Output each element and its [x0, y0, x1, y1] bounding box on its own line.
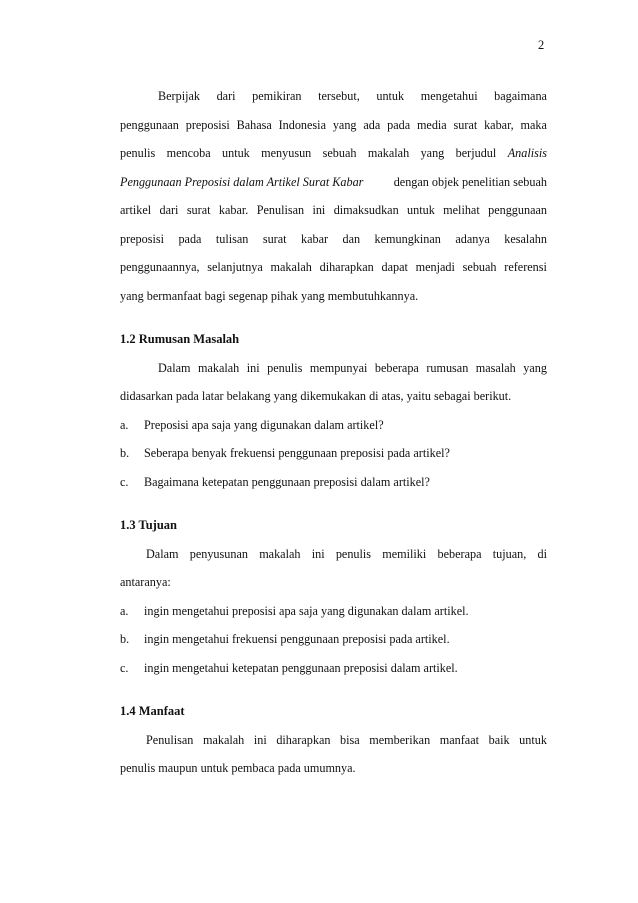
- word: menjadi: [415, 260, 455, 274]
- last-line-text: yang bermanfaat bagi segenap pihak yang membutuhkannya.: [120, 288, 419, 303]
- word: tujuan,: [492, 546, 527, 561]
- word: Bahasa: [236, 117, 272, 132]
- word: mengetahui: [420, 89, 478, 103]
- word: rumusan: [426, 360, 469, 375]
- word: selanjutnya: [207, 260, 263, 274]
- paper-title-italic: Penggunaan Preposisi dalam Artikel Surat Kabar: [120, 174, 364, 189]
- word: kemungkinan: [374, 231, 441, 246]
- word: surat: [453, 117, 478, 132]
- word: adanya: [455, 231, 490, 246]
- section-heading: 1.2 Rumusan Masalah: [120, 332, 240, 346]
- paragraph-line: [120, 253, 547, 282]
- paragraph-line: [120, 568, 547, 597]
- word: ini: [311, 546, 325, 561]
- word: sebuah: [322, 146, 357, 160]
- word: ini: [253, 732, 267, 747]
- paragraph-line: [120, 726, 547, 755]
- word: preposisi: [185, 117, 230, 132]
- word: makalah: [367, 146, 410, 160]
- word: Indonesia: [278, 117, 326, 132]
- list-item-text: ingin mengetahui preposisi apa saja yang digunakan dalam artikel.: [144, 603, 469, 618]
- word: Dalam: [158, 360, 191, 375]
- word: untuk: [407, 203, 435, 217]
- list-item: [120, 468, 547, 497]
- word: artikel: [120, 203, 152, 217]
- word: pemikiran: [252, 89, 302, 103]
- word: penulis: [335, 546, 372, 561]
- paragraph-line: [120, 354, 547, 383]
- word: mencoba: [166, 146, 211, 160]
- word: Dalam: [146, 546, 179, 561]
- word: tulisan: [215, 231, 249, 246]
- word: kabar.: [218, 203, 249, 217]
- word: makalah: [270, 260, 312, 274]
- word: diharapkan: [276, 732, 331, 747]
- list-item: [120, 625, 547, 654]
- word: preposisi: [120, 231, 165, 246]
- word: penulis: [120, 146, 156, 160]
- paragraph-line: [120, 540, 547, 569]
- word: media: [416, 117, 447, 132]
- word: surat: [186, 203, 211, 217]
- word: surat: [262, 231, 287, 246]
- word: melihat: [443, 203, 480, 217]
- list-marker: b.: [120, 632, 130, 646]
- list-item-text: Bagaimana ketepatan penggunaan preposisi dalam artikel?: [144, 474, 430, 489]
- document-body: [120, 82, 547, 783]
- word: pada: [387, 117, 411, 132]
- paragraph-text: didasarkan pada latar belakang yang dikemukakan di atas, yaitu sebagai berikut.: [120, 389, 512, 403]
- word: untuk: [376, 89, 405, 103]
- list-item-text: Preposisi apa saja yang digunakan dalam artikel?: [144, 417, 384, 432]
- list-item-text: ingin mengetahui frekuensi penggunaan preposisi pada artikel.: [144, 632, 450, 646]
- word: memiliki: [382, 546, 427, 561]
- paragraph-line: [120, 225, 547, 254]
- word: yang: [420, 146, 445, 160]
- paragraph-text: antaranya:: [120, 575, 171, 589]
- word: beberapa: [437, 546, 482, 561]
- intro-paragraph: [120, 82, 547, 310]
- section-manfaat: [120, 697, 547, 783]
- word-group: dengan objek penelitian sebuah: [393, 174, 547, 189]
- word: ada: [363, 117, 381, 132]
- list-marker: b.: [120, 446, 130, 460]
- paragraph-text: penulis maupun untuk pembaca pada umumnya.: [120, 761, 356, 775]
- word: mempunyai: [309, 360, 368, 375]
- word: kabar: [300, 231, 329, 246]
- section-rumusan-masalah: [120, 325, 547, 496]
- word: bisa: [340, 732, 360, 747]
- paragraph-line: [120, 196, 547, 225]
- paragraph-line: [120, 168, 547, 197]
- paragraph-line: [120, 282, 547, 311]
- word: manfaat: [439, 732, 480, 747]
- word: di: [537, 546, 547, 561]
- word: makalah: [259, 546, 301, 561]
- word: menyusun: [261, 146, 312, 160]
- word: berjudul: [455, 146, 497, 160]
- list-item-text: Seberapa benyak frekuensi penggunaan preposisi pada artikel?: [144, 446, 450, 460]
- word: ini: [246, 360, 260, 375]
- word: penulis: [267, 360, 303, 375]
- word: diharapkan: [319, 260, 374, 274]
- list-item: [120, 411, 547, 440]
- word: dari: [159, 203, 179, 217]
- section-tujuan: [120, 511, 547, 682]
- word: dan: [342, 231, 361, 246]
- word: makalah: [197, 360, 240, 375]
- word: yang: [332, 117, 357, 132]
- word: memberikan: [369, 732, 431, 747]
- word: kabar,: [484, 117, 514, 132]
- word: bagaimana: [494, 89, 547, 103]
- section-heading: 1.4 Manfaat: [120, 704, 185, 718]
- list-item-text: ingin mengetahui ketepatan penggunaan preposisi dalam artikel.: [144, 660, 458, 675]
- word: Berpijak: [158, 89, 200, 103]
- word: penyusunan: [189, 546, 248, 561]
- list-marker: c.: [120, 660, 129, 675]
- word: dari: [216, 89, 236, 103]
- word: dimaksudkan: [333, 203, 399, 217]
- page-number: 2: [538, 38, 545, 52]
- word: dapat: [381, 260, 408, 274]
- paragraph-line: [120, 82, 547, 111]
- word: maka: [520, 117, 547, 132]
- paragraph-line: [120, 382, 547, 411]
- word: makalah: [202, 732, 245, 747]
- list-marker: a.: [120, 603, 129, 618]
- word: penggunaannya,: [120, 260, 200, 274]
- section-heading: 1.3 Tujuan: [120, 518, 177, 532]
- paragraph-line: [120, 111, 547, 140]
- word: ini: [312, 203, 326, 217]
- word: masalah: [475, 360, 516, 375]
- list-item: [120, 654, 547, 683]
- paragraph-line: [120, 754, 547, 783]
- word: yang: [523, 360, 547, 375]
- word: referensi: [504, 260, 547, 274]
- list-item: [120, 439, 547, 468]
- word: sebuah: [462, 260, 497, 274]
- word: Penulisan: [256, 203, 305, 217]
- list-marker: a.: [120, 417, 129, 432]
- word: beberapa: [374, 360, 419, 375]
- word: penggunaan: [488, 203, 547, 217]
- word: kesalahn: [504, 231, 547, 246]
- word: pada: [178, 231, 202, 246]
- word: untuk: [519, 732, 547, 747]
- word: baik: [488, 732, 510, 747]
- list-item: [120, 597, 547, 626]
- paragraph-line: [120, 139, 547, 168]
- title-italic-word: Analisis: [507, 146, 547, 160]
- word: Penulisan: [146, 732, 194, 747]
- list-marker: c.: [120, 474, 129, 489]
- word: tersebut,: [318, 89, 360, 103]
- word: untuk: [222, 146, 250, 160]
- word: penggunaan: [120, 117, 179, 132]
